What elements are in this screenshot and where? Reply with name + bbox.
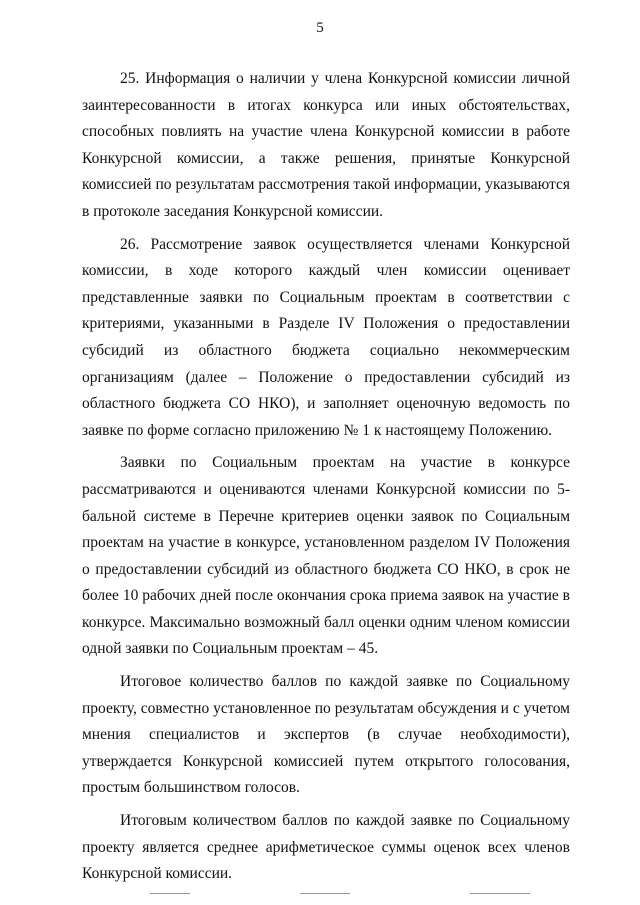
scan-artifact-line <box>150 893 190 894</box>
paragraph-total-score: Итоговое количество баллов по каждой заявке по Социальному проекту, совместно установленное по результатам обсуждения и с учетом мнения специалистов и экспертов (в случае необходимости), утверждается Конкурсной комиссией путем открытого голосования, простым большинством голосов. <box>82 673 570 797</box>
document-body <box>82 66 570 894</box>
scan-artifact-line <box>470 893 530 894</box>
paragraph-26: 26. Рассмотрение заявок осуществляется членами Конкурсной комиссии, в ходе которого каждый член комиссии оценивает представленные заявки по Социальным проектам в соответствии с критериями, указанными в Разделе IV Положения о предоставлении субсидий из областного бюджета социально некоммерческим организациям (далее – Положение о предоставлении субсидий из областного бюджета СО НКО), и заполняет оценочную ведомость по заявке по форме согласно приложению № 1 к настоящему Положению. <box>82 235 570 439</box>
paragraph-average-score: Итоговым количеством баллов по каждой заявке по Социальному проекту является среднее арифметическое суммы оценок всех членов Конкурсной комиссии. <box>82 812 570 883</box>
scan-artifact-line <box>300 893 350 894</box>
paragraph-25: 25. Информация о наличии у члена Конкурсной комиссии личной заинтересованности в итогах конкурса или иных обстоятельствах, способных повлиять на участие члена Конкурсной комиссии в работе Конкурсной комиссии, а также решения, принятые Конкурсной комиссией по результатам рассмотрения такой информации, указываются в протоколе заседания Конкурсной комиссии. <box>82 70 570 220</box>
paragraph-evaluation: Заявки по Социальным проектам на участие в конкурсе рассматриваются и оцениваются членами Конкурсной комиссии по 5-бальной системе в Перечне критериев оценки заявок по Социальным проектам на участие в конкурсе, установленном разделом IV Положения о предоставлении субсидий из областного бюджета СО НКО, в срок не более 10 рабочих дней после окончания срока приема заявок на участие в конкурсе. Максимально возможный балл оценки одним членом комиссии одной заявки по Социальным проектам – 45. <box>82 454 570 658</box>
page-number: 5 <box>316 20 324 36</box>
